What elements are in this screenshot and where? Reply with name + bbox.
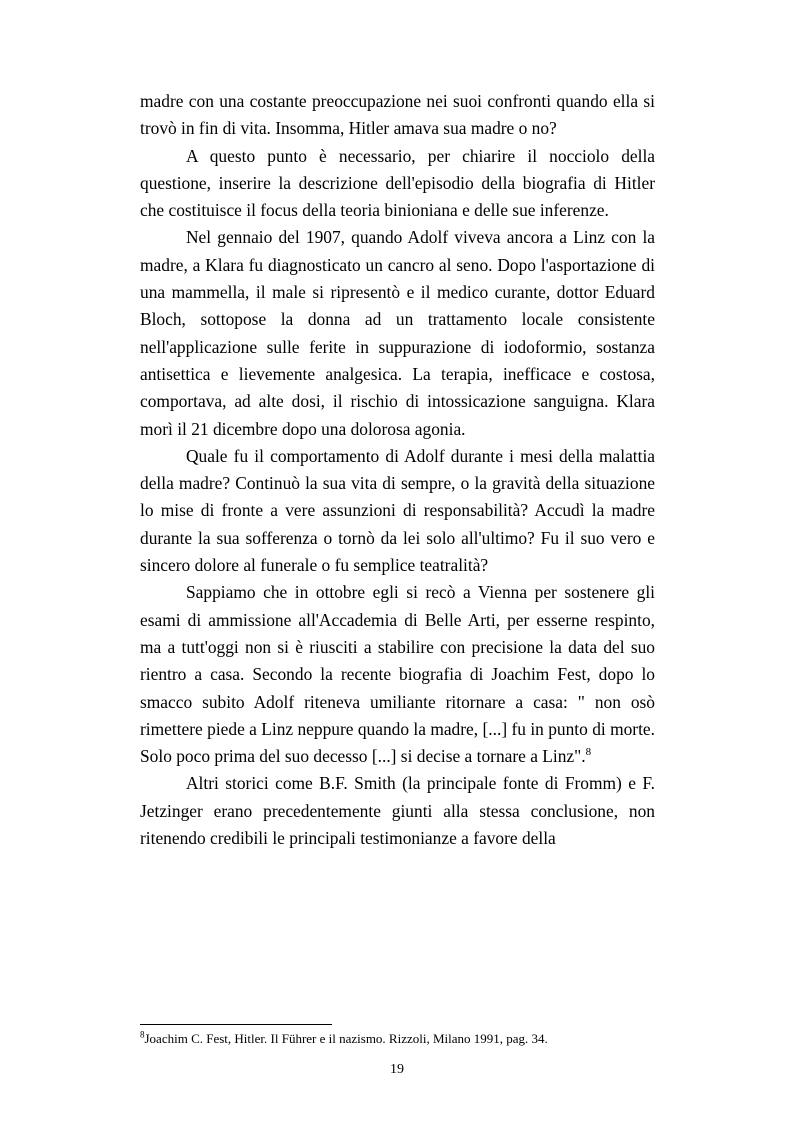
page-number: 19 [390,1062,404,1077]
footnote-text: Joachim C. Fest, Hitler. Il Führer e il nazismo. Rizzoli, Milano 1991, pag. 34. [144,1031,548,1046]
paragraph [140,443,655,579]
footnote [140,1030,655,1047]
paragraph-text: Sappiamo che in ottobre egli si recò a Vienna per sostenere gli esami di ammissione all'Accademia di Belle Arti, per esserne respinto, ma a tutt'oggi non si è riusciti a stabilire con precisione la data del suo rientro a casa. Secondo la recente biografia di Joachim Fest, dopo lo smacco subito Adolf riteneva umiliante ritornare a casa: " non osò rimettere piede a Linz neppure quando la madre, [...] fu in punto di morte. Solo poco prima del suo decesso [...] si decise a tornare a Linz". [140,582,655,767]
paragraph [140,224,655,442]
paragraph-text: Nel gennaio del 1907, quando Adolf viveva ancora a Linz con la madre, a Klara fu diagnosticato un cancro al seno. Dopo l'asportazione di una mammella, il male si ripresentò e il medico curante, dottor Eduard Bloch, sottopose la donna ad un trattamento locale consistente nell'applicazione sulle ferite in suppurazione di iodoformio, sostanza antisettica e lievemente analgesica. La terapia, inefficace e costosa, comportava, ad alte dosi, il rischio di intossicazione sanguigna. Klara morì il 21 dicembre dopo una dolorosa agonia. [140,227,655,439]
paragraph-text: Quale fu il comportamento di Adolf durante i mesi della malattia della madre? Continuò la sua vita di sempre, o la gravità della situazione lo mise di fronte a vere assunzioni di responsabilità? Accudì la madre durante la sua sofferenza o tornò da lei solo all'ultimo? Fu il suo vero e sincero dolore al funerale o fu semplice teatralità? [140,445,655,576]
paragraph-text: madre con una costante preoccupazione nei suoi confronti quando ella si trovò in fin di vita. Insomma, Hitler amava sua madre o no? [140,91,655,139]
body-text [140,88,655,852]
paragraph [140,143,655,225]
footnote-separator [140,1024,332,1025]
footnote-reference[interactable]: 8 [585,746,592,759]
paragraph [140,770,655,852]
paragraph [140,579,655,770]
paragraph-continuation [140,88,655,143]
paragraph-text: Altri storici come B.F. Smith (la principale fonte di Fromm) e F. Jetzinger erano precedentemente giunti alla stessa conclusione, non ritenendo credibili le principali testimonianze a favore della [140,773,655,849]
footnote-number: 8 [140,1029,145,1040]
paragraph-text: A questo punto è necessario, per chiarire il nocciolo della questione, inserire la descrizione dell'episodio della biografia di Hitler che costituisce il focus della teoria binioniana e delle sue inferenze. [140,145,655,221]
